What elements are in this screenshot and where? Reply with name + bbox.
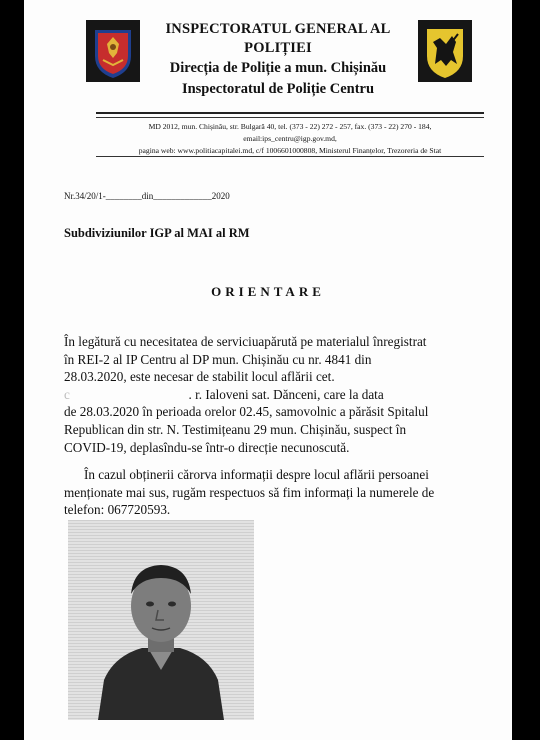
paragraph-line: COVID-19, deplasîndu-se într-o direcție necunoscută. bbox=[64, 439, 350, 455]
directorate-name: Direcția de Poliție a mun. Chișinău bbox=[169, 60, 387, 76]
coat-of-arms-icon bbox=[86, 20, 140, 82]
redacted-text: c bbox=[64, 386, 189, 402]
paragraph-line: Republican din str. N. Testimițeanu 29 mun. Chișinău, suspect în bbox=[64, 421, 407, 437]
reference-number: Nr.34/20/1-________din_____________2020 bbox=[64, 191, 230, 201]
institution-header bbox=[148, 20, 408, 100]
contact-address: MD 2012, mun. Chișinău, str. Bulgară 40, tel. (373 - 22) 272 - 257, fax. (373 - 22) 270 - 184, bbox=[148, 122, 432, 131]
contact-rule bbox=[96, 156, 484, 157]
body-paragraph-1 bbox=[64, 333, 496, 456]
header-rule bbox=[96, 112, 484, 114]
screen-edge-right bbox=[512, 0, 540, 740]
institution-name-line1: INSPECTORATUL GENERAL AL bbox=[165, 21, 391, 37]
contact-block bbox=[96, 121, 484, 157]
contact-web: pagina web: www.politiacapitalei.md, c/f 1006601000808, Ministerul Finanțelor, Trezoreria de Stat bbox=[138, 146, 442, 155]
paragraph-line bbox=[64, 386, 496, 404]
paragraph-line: 28.03.2020, este necesar de stabilit locul aflării cet. bbox=[64, 369, 335, 385]
person-photo bbox=[68, 520, 254, 720]
paragraph-line: de 28.03.2020 în perioada orelor 02.45, samovolnic a părăsit Spitalul bbox=[64, 404, 429, 420]
document-page bbox=[24, 0, 512, 740]
police-emblem-icon bbox=[418, 20, 472, 82]
document-title: ORIENTARE bbox=[211, 284, 325, 299]
paragraph-line: În cazul obținerii cărorva informații despre locul aflării persoanei bbox=[84, 467, 429, 482]
inspectorate-name: Inspectoratul de Poliție Centru bbox=[181, 81, 375, 97]
header-rule-thin bbox=[96, 117, 484, 118]
contact-email: email:ips_centru@igp.gov.md, bbox=[243, 134, 337, 143]
paragraph-line: telefon: 067720593. bbox=[64, 502, 171, 518]
paragraph-line: în REI-2 al IP Centru al DP mun. Chișinău cu nr. 4841 din bbox=[64, 351, 372, 367]
screen-edge-left bbox=[0, 0, 24, 740]
addressee: Subdiviziunilor IGP al MAI al RM bbox=[64, 226, 250, 240]
paragraph-line-text: . r. Ialoveni sat. Dănceni, care la data bbox=[188, 386, 384, 402]
portrait-image bbox=[68, 520, 254, 720]
paragraph-line: menționate mai sus, rugăm respectuos să fim informați la numerele de bbox=[64, 484, 435, 500]
institution-name-line2: POLIȚIEI bbox=[244, 40, 312, 56]
body-paragraph-2 bbox=[64, 466, 496, 519]
paragraph-line: În legătură cu necesitatea de serviciuapărută pe materialul înregistrat bbox=[64, 334, 427, 349]
